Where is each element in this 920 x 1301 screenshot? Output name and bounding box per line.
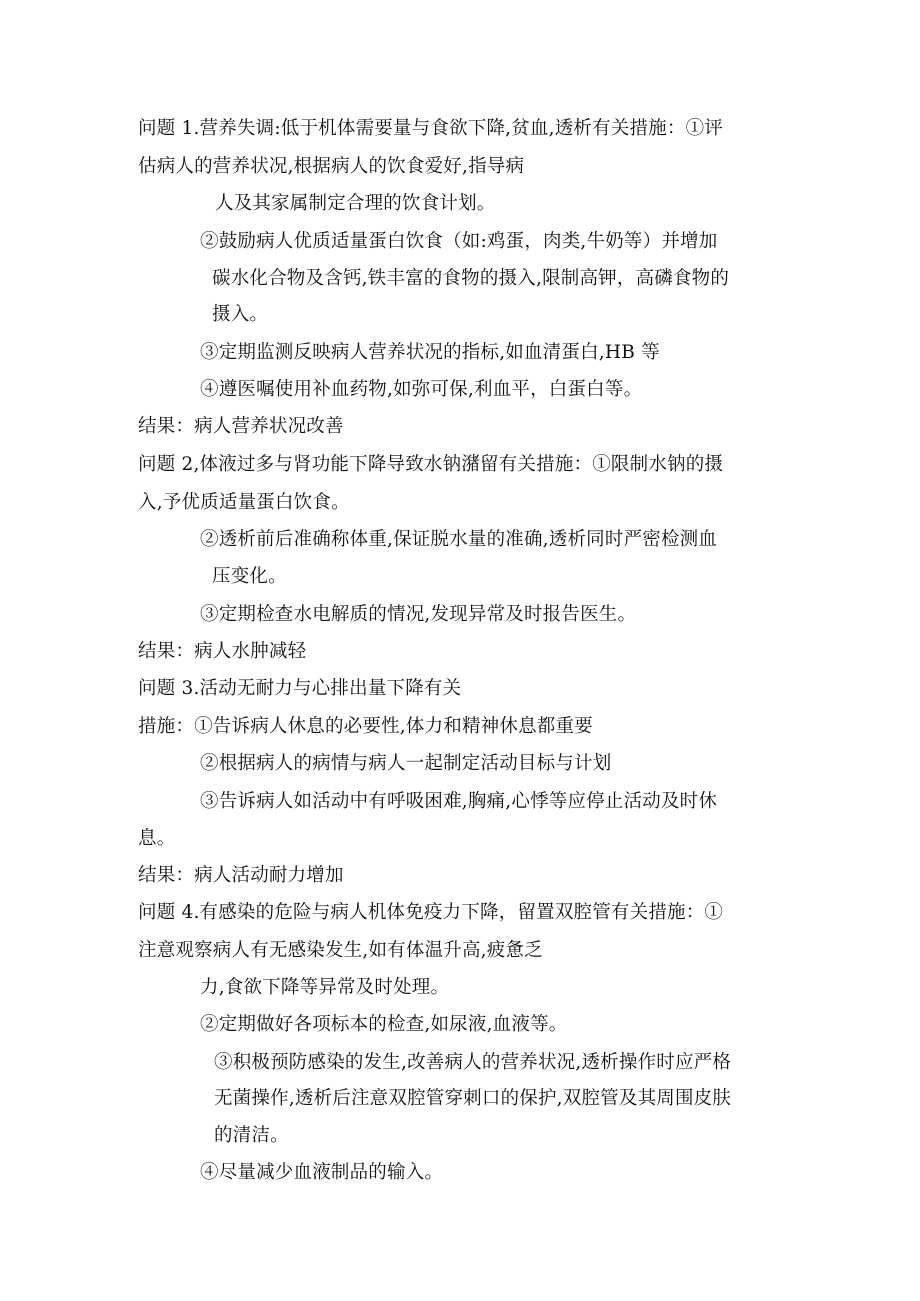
result-line: 结果：病人水肿减轻 — [138, 641, 307, 662]
text-line: 措施：①告诉病人休息的必要性,体力和精神休息都重要 — [138, 716, 593, 737]
text-line: ②鼓励病人优质适量蛋白饮食（如:鸡蛋，肉类,牛奶等）并增加 — [200, 231, 718, 252]
text-line: 入,予优质适量蛋白饮食。 — [138, 492, 350, 513]
text-line: 估病人的营养状况,根据病人的饮食爱好,指导病 — [138, 156, 525, 177]
text-line: ③定期监测反映病人营养状况的指标,如血清蛋白,HB 等 — [200, 342, 660, 363]
text-line: 摄入。 — [212, 304, 269, 325]
text-line: 力,食欲下降等异常及时处理。 — [200, 977, 450, 998]
text-line: ②根据病人的病情与病人一起制定活动目标与计划 — [200, 753, 612, 774]
text-line: ④遵医嘱使用补血药物,如弥可保,利血平，白蛋白等。 — [200, 379, 643, 400]
problem-heading: 问题 3.活动无耐力与心排出量下降有关 — [138, 678, 462, 699]
text-line: 人及其家属制定合理的饮食计划。 — [215, 193, 496, 214]
result-line: 结果：病人活动耐力增加 — [138, 865, 344, 886]
text-line: ②透析前后准确称体重,保证脱水量的准确,透析同时严密检测血 — [200, 529, 718, 550]
text-line: 碳水化合物及含钙,铁丰富的食物的摄入,限制高钾，高磷食物的 — [212, 268, 730, 289]
text-line: ③定期检查水电解质的情况,发现异常及时报告医生。 — [200, 604, 637, 625]
text-line: 的清洁。 — [214, 1125, 289, 1146]
text-line: ③告诉病人如活动中有呼吸困难,胸痛,心悸等应停止活动及时休 — [200, 791, 718, 812]
problem-heading: 问题 2,体液过多与肾功能下降导致水钠潴留有关措施：①限制水钠的摄 — [138, 454, 724, 475]
text-line: 问题 1.营养失调:低于机体需要量与食欲下降,贫血,透析有关措施：①评 — [138, 118, 724, 139]
problem-heading: 问题 4.有感染的危险与病人机体免疫力下降，留置双腔管有关措施：① — [138, 902, 724, 923]
text-line: ④尽量减少血液制品的输入。 — [200, 1162, 444, 1183]
text-line: 压变化。 — [212, 566, 287, 587]
result-line: 结果：病人营养状况改善 — [138, 416, 344, 437]
text-line: ②定期做好各项标本的检查,如尿液,血液等。 — [200, 1014, 568, 1035]
text-line: 注意观察病人有无感染发生,如有体温升高,疲惫乏 — [138, 940, 543, 961]
text-line: 息。 — [138, 828, 176, 849]
text-line: ③积极预防感染的发生,改善病人的营养状况,透析操作时应严格 — [214, 1052, 732, 1073]
text-line: 无菌操作,透析后注意双腔管穿刺口的保护,双腔管及其周围皮肤 — [214, 1088, 732, 1109]
